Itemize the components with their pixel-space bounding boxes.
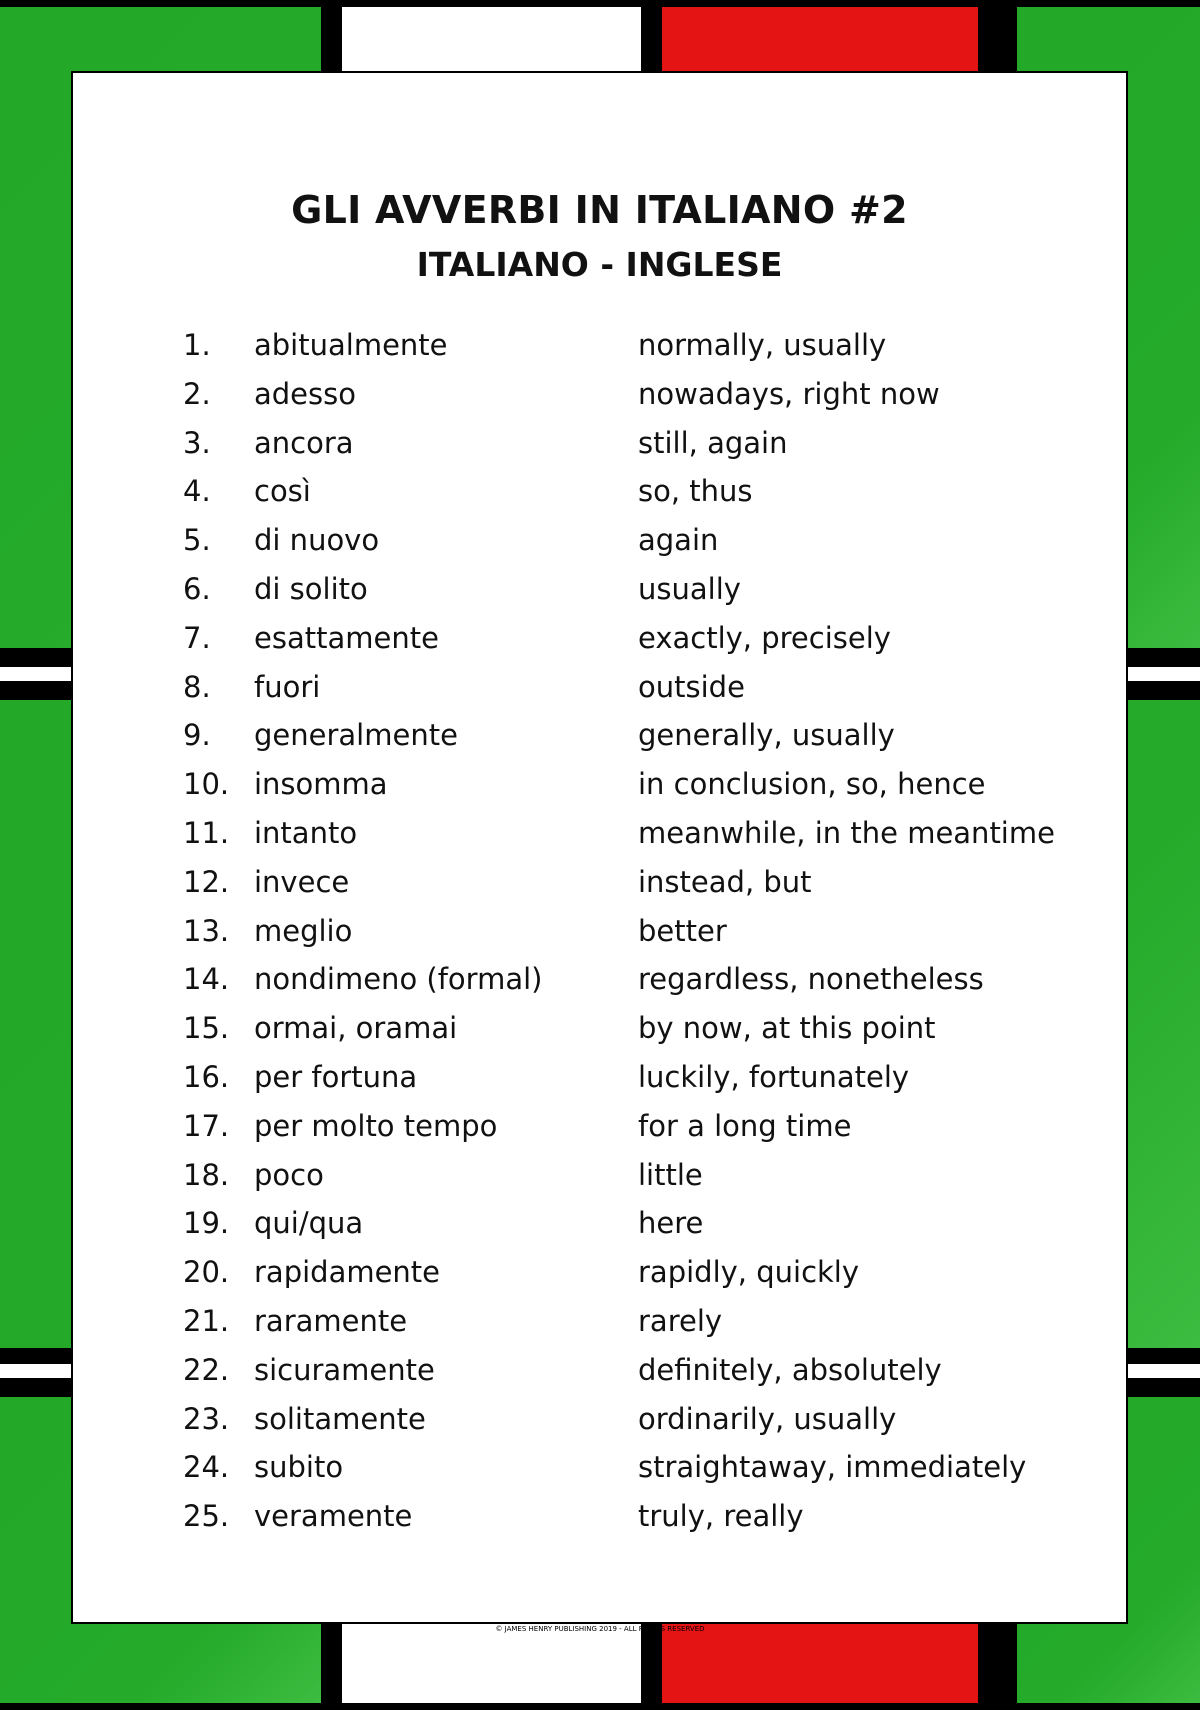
italian-word: qui/qua [254, 1206, 364, 1241]
item-number: 20. [183, 1255, 230, 1290]
english-translation: straightaway, immediately [638, 1450, 1027, 1485]
italian-word: di nuovo [254, 523, 380, 558]
italian-word: subito [254, 1450, 344, 1485]
italian-word: abitualmente [254, 328, 448, 362]
list-item [183, 328, 1123, 377]
list-item [183, 572, 1123, 621]
item-number: 17. [183, 1108, 230, 1143]
english-translation: still, again [638, 425, 788, 460]
italian-word: esattamente [254, 620, 439, 655]
english-translation: ordinarily, usually [638, 1401, 897, 1436]
italian-word: insomma [254, 767, 388, 802]
list-item [183, 1109, 1123, 1158]
italian-word: meglio [254, 913, 353, 948]
list-item [183, 914, 1123, 963]
list-item [183, 377, 1123, 426]
list-item [183, 1353, 1123, 1402]
english-translation: truly, really [638, 1499, 804, 1534]
english-translation: nowadays, right now [638, 376, 940, 411]
list-item [183, 1158, 1123, 1207]
english-translation: again [638, 523, 719, 558]
vocabulary-list [183, 328, 1123, 1548]
italian-word: sicuramente [254, 1352, 435, 1387]
english-translation: better [638, 913, 727, 948]
english-translation: instead, but [638, 864, 812, 899]
english-translation: rarely [638, 1303, 723, 1338]
english-translation: exactly, precisely [638, 620, 891, 655]
italian-word: ancora [254, 425, 354, 460]
item-number: 16. [183, 1059, 230, 1094]
list-item [183, 865, 1123, 914]
item-number: 8. [183, 669, 211, 704]
item-number: 24. [183, 1450, 230, 1485]
italian-word: fuori [254, 669, 321, 704]
italian-word: poco [254, 1157, 324, 1192]
item-number: 25. [183, 1499, 230, 1534]
italian-word: solitamente [254, 1401, 426, 1436]
list-item [183, 1255, 1123, 1304]
item-number: 19. [183, 1206, 230, 1241]
item-number: 3. [183, 425, 211, 460]
item-number: 11. [183, 815, 230, 850]
italian-word: adesso [254, 376, 356, 411]
list-item [183, 523, 1123, 572]
item-number: 5. [183, 523, 211, 558]
list-item [183, 962, 1123, 1011]
red-panel [655, 0, 985, 80]
item-number: 10. [183, 767, 230, 802]
item-number: 12. [183, 864, 230, 899]
item-number: 15. [183, 1011, 230, 1046]
english-translation: so, thus [638, 474, 753, 509]
item-number: 14. [183, 962, 230, 997]
english-translation: luckily, fortunately [638, 1059, 910, 1094]
italian-word: per fortuna [254, 1059, 418, 1094]
page-title: GLI AVVERBI IN ITALIANO #2 [291, 188, 908, 232]
list-item [183, 1450, 1123, 1499]
english-translation: usually [638, 571, 741, 606]
list-item [183, 621, 1123, 670]
item-number: 6. [183, 571, 211, 606]
italian-word: per molto tempo [254, 1108, 498, 1143]
item-number: 23. [183, 1401, 230, 1436]
item-number: 1. [183, 328, 211, 362]
english-translation: regardless, nonetheless [638, 962, 984, 997]
list-item [183, 670, 1123, 719]
english-translation: outside [638, 669, 745, 704]
page-subtitle: ITALIANO - INGLESE [416, 245, 783, 284]
item-number: 9. [183, 718, 211, 753]
english-translation: for a long time [638, 1108, 852, 1143]
item-number: 2. [183, 376, 211, 411]
list-item [183, 426, 1123, 475]
worksheet-page [71, 71, 1128, 1624]
italian-word: rapidamente [254, 1255, 441, 1290]
english-translation: in conclusion, so, hence [638, 767, 986, 802]
list-item [183, 1206, 1123, 1255]
italian-word: veramente [254, 1499, 413, 1534]
item-number: 13. [183, 913, 230, 948]
item-number: 22. [183, 1352, 230, 1387]
italian-word: raramente [254, 1303, 408, 1338]
item-number: 21. [183, 1303, 230, 1338]
item-number: 7. [183, 620, 211, 655]
item-number: 18. [183, 1157, 230, 1192]
list-item [183, 1304, 1123, 1353]
list-item [183, 1402, 1123, 1451]
list-item [183, 718, 1123, 767]
list-item [183, 1060, 1123, 1109]
italian-word: invece [254, 864, 350, 899]
english-translation: generally, usually [638, 718, 895, 753]
list-item [183, 1011, 1123, 1060]
english-translation: rapidly, quickly [638, 1255, 860, 1290]
italian-word: intanto [254, 815, 358, 850]
english-translation: here [638, 1206, 704, 1241]
english-translation: by now, at this point [638, 1011, 936, 1046]
italian-word: così [254, 474, 311, 509]
item-number: 4. [183, 474, 211, 509]
english-translation: definitely, absolutely [638, 1352, 942, 1387]
list-item [183, 1499, 1123, 1548]
english-translation: normally, usually [638, 328, 887, 362]
copyright-footer: © JAMES HENRY PUBLISHING 2019 - ALL RIGHTS RESERVED [495, 1625, 705, 1633]
italian-word: di solito [254, 571, 368, 606]
english-translation: little [638, 1157, 703, 1192]
white-panel [335, 0, 648, 80]
italian-word: generalmente [254, 718, 458, 753]
list-item [183, 816, 1123, 865]
italian-word: ormai, oramai [254, 1011, 458, 1046]
list-item [183, 767, 1123, 816]
english-translation: meanwhile, in the meantime [638, 815, 1055, 850]
list-item [183, 474, 1123, 523]
italian-word: nondimeno (formal) [254, 962, 543, 997]
